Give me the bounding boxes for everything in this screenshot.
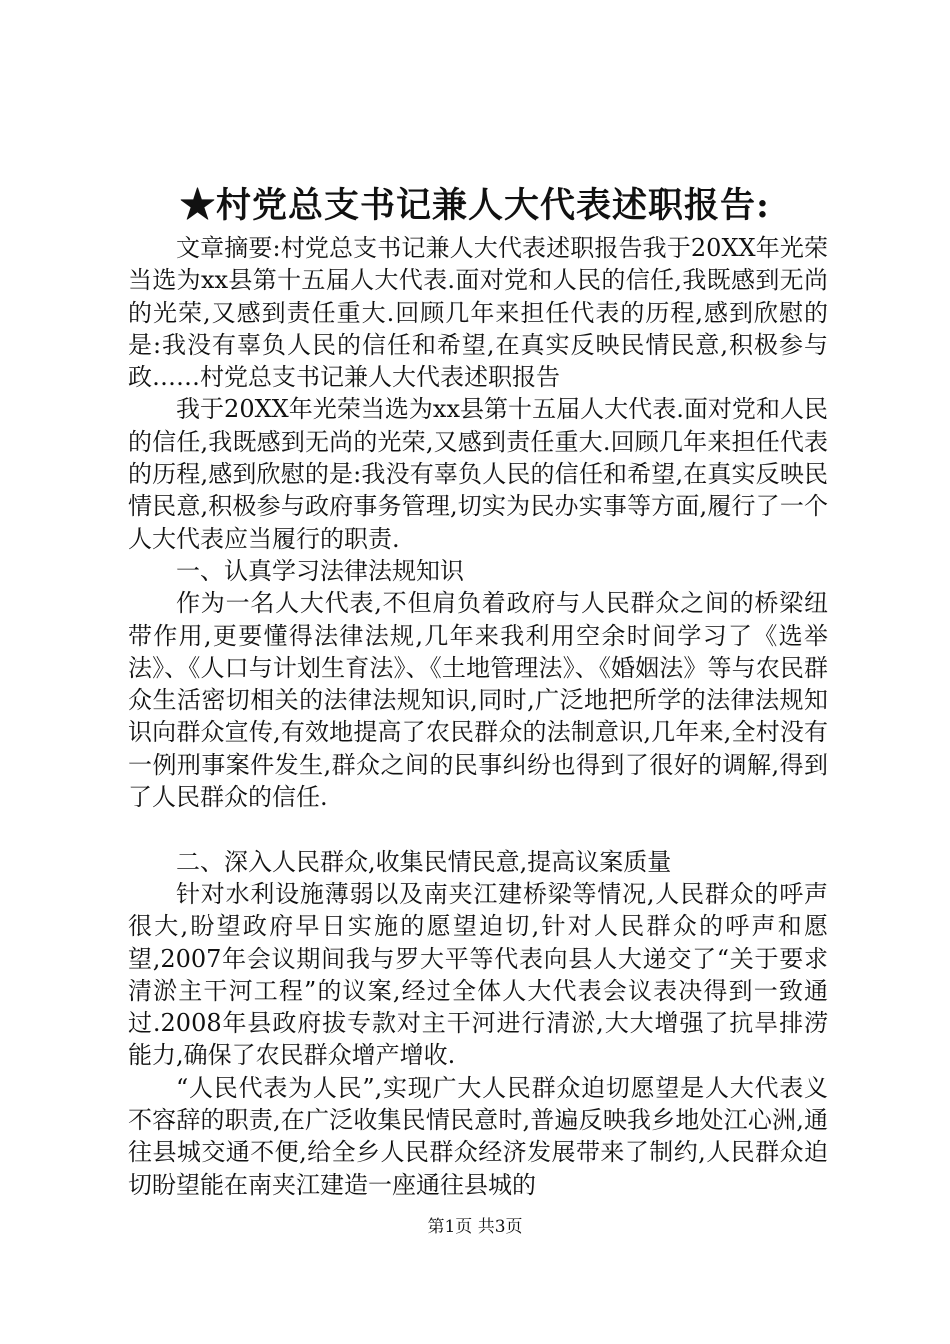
section-heading-2: 二、深入人民群众,收集民情民意,提高议案质量: [176, 847, 672, 876]
document-body: [128, 232, 828, 1201]
section-1-paragraph: 作为一名人大代表,不但肩负着政府与人民群众之间的桥梁纽带作用,更要懂得法律法规,几年来我利用空余时间学习了《选举法》、《人口与计划生育法》、《土地管理法》、《婚姻法》等与农民群众生活密切相关的法律法规知识,同时,广泛地把所学的法律法规知识向群众宣传,有效地提高了农民群众的法制意识,几年来,全村没有一例刑事案件发生,群众之间的民事纠纷也得到了很好的调解,得到了人民群众的信任.: [128, 589, 828, 812]
document-title: ★村党总支书记兼人大代表述职报告:: [180, 185, 770, 226]
section-heading-1: 一、认真学习法律法规知识: [176, 556, 464, 585]
section-2-paragraph-2: “人民代表为人民”,实现广大人民群众迫切愿望是人大代表义不容辞的职责,在广泛收集民情民意时,普遍反映我乡地处江心洲,通往县城交通不便,给全乡人民群众经济发展带来了制约,人民群众迫切盼望能在南夹江建造一座通往县城的: [128, 1073, 828, 1199]
blank-line: [128, 813, 828, 845]
intro-paragraph: 我于20XX年光荣当选为xx县第十五届人大代表.面对党和人民的信任,我既感到无尚的光荣,又感到责任重大.回顾几年来担任代表的历程,感到欣慰的是:我没有辜负人民的信任和希望,在真实反映民情民意,积极参与政府事务管理,切实为民办实事等方面,履行了一个人大代表应当履行的职责.: [128, 395, 828, 553]
abstract-paragraph: 文章摘要:村党总支书记兼人大代表述职报告我于20XX年光荣当选为xx县第十五届人大代表.面对党和人民的信任,我既感到无尚的光荣,又感到责任重大.回顾几年来担任代表的历程,感到欣慰的是:我没有辜负人民的信任和希望,在真实反映民情民意,积极参与政……村党总支书记兼人大代表述职报告: [128, 234, 828, 392]
section-2-paragraph-1: 针对水利设施薄弱以及南夹江建桥梁等情况,人民群众的呼声很大,盼望政府早日实施的愿望迫切,针对人民群众的呼声和愿望,2007年会议期间我与罗大平等代表向县人大递交了“关于要求清淤主干河工程”的议案,经过全体人大代表会议表决得到一致通过.2008年县政府拔专款对主干河进行清淤,大大增强了抗旱排涝能力,确保了农民群众增产增收.: [128, 879, 828, 1070]
page-footer: 第1页 共3页: [427, 1217, 523, 1237]
